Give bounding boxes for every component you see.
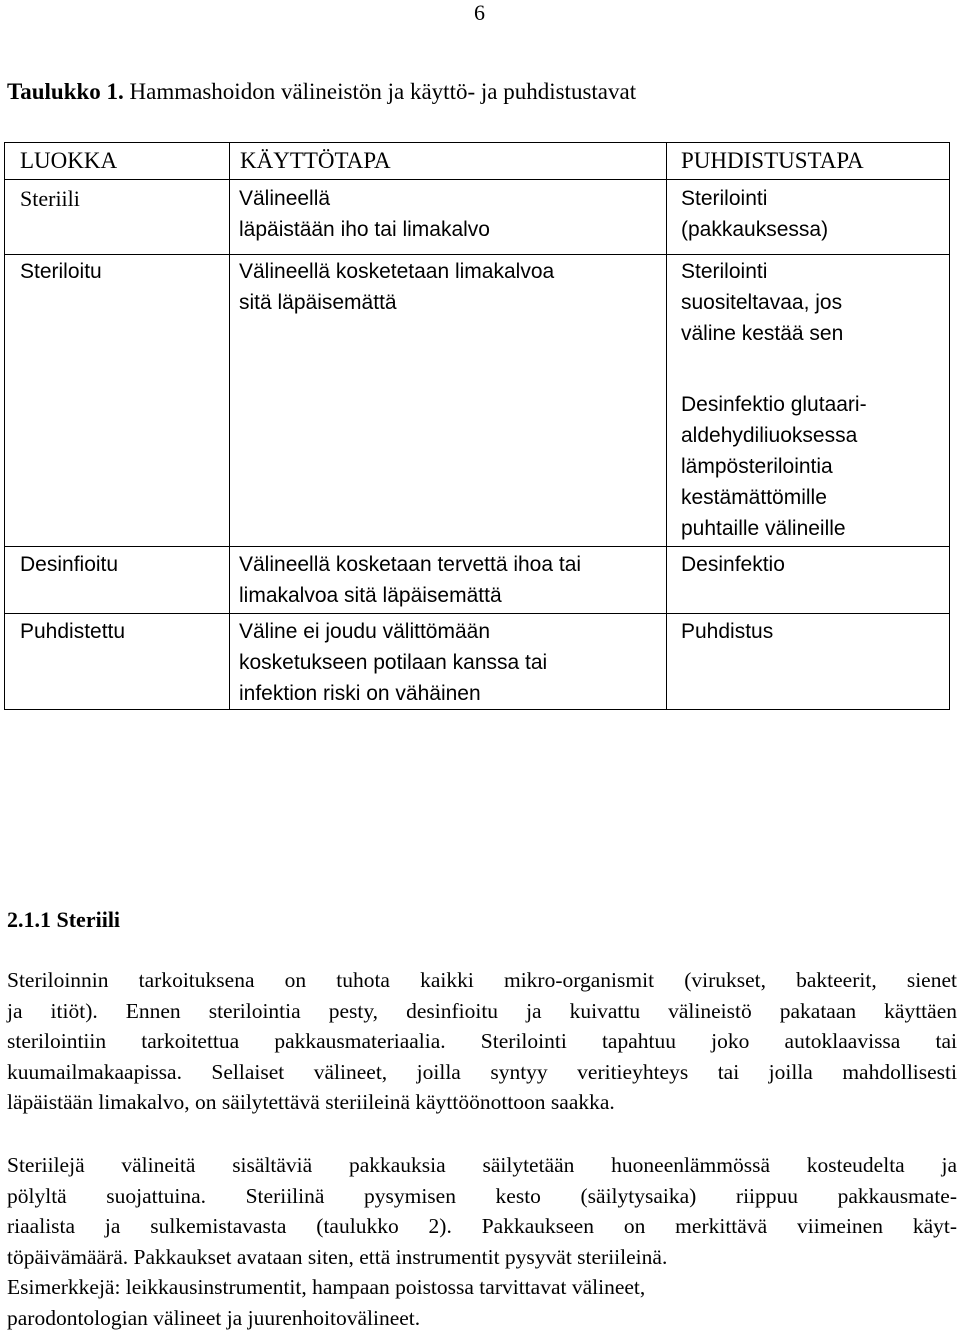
- table-divider: [229, 143, 230, 709]
- table-caption-label: Taulukko 1.: [7, 79, 124, 104]
- paragraph-line: Esimerkkejä: leikkausinstrumentit, hampaan poistossa tarvittavat välineet,: [7, 1275, 646, 1299]
- table-caption-title: Hammashoidon välineistön ja käyttö- ja puhdistustavat: [129, 79, 637, 104]
- row-cleaning: [681, 616, 773, 647]
- row-class: Puhdistettu: [20, 620, 126, 643]
- table-divider: [5, 613, 949, 614]
- row-cleaning-line: Desinfektio: [681, 553, 785, 576]
- paragraph-line: Steriloinnin tarkoituksena on tuhota kaikki mikro-organismit (virukset, bakteerit, sienet: [7, 968, 957, 992]
- row-class: Steriili: [20, 186, 80, 211]
- row-usage-line: Väline ei joudu välittömään: [239, 620, 490, 643]
- row-usage: [239, 256, 554, 318]
- row-cleaning-line: Puhdistus: [681, 620, 774, 643]
- table-divider: [5, 254, 949, 255]
- paragraph-line: töpäivämäärä. Pakkaukset avataan siten, että instrumentit pysyvät steriileinä.: [7, 1244, 668, 1269]
- paragraph-line: parodontologian välineet ja juurenhoitovälineet.: [7, 1305, 421, 1330]
- table-divider: [5, 179, 949, 180]
- paragraph-line: ja itiöt). Ennen sterilointia pesty, desinfioitu ja kuivattu välineistö pakataan käyttäen: [7, 998, 957, 1023]
- table-divider: [666, 143, 667, 709]
- row-cleaning-line: kestämättömille: [681, 486, 827, 509]
- row-usage-line: läpäistään iho tai limakalvo: [239, 218, 490, 241]
- paragraph-1: [7, 965, 957, 1118]
- table-divider: [5, 546, 949, 547]
- row-usage: [239, 183, 490, 245]
- row-cleaning: [681, 256, 867, 544]
- row-usage-line: Välineellä kosketetaan limakalvoa: [239, 260, 555, 283]
- paragraph-line: riaalista ja sulkemistavasta (taulukko 2). Pakkaukseen on merkittävä viimeinen käyt-: [7, 1214, 957, 1238]
- header-cleaning: PUHDISTUSTAPA: [681, 148, 864, 173]
- table-caption: [7, 79, 636, 105]
- paragraph-line: sterilointiin tarkoitettua pakkausmateriaalia. Sterilointi tapahtuu joko autoklaavissa tai: [7, 1029, 957, 1053]
- header-usage: KÄYTTÖTAPA: [240, 148, 391, 173]
- row-cleaning-line: Sterilointi: [681, 187, 768, 210]
- row-cleaning-line: (pakkauksessa): [681, 218, 829, 241]
- row-usage: [239, 549, 581, 611]
- row-cleaning-line: lämpösterilointia: [681, 455, 833, 478]
- header-class: LUOKKA: [20, 148, 118, 173]
- row-usage: [239, 616, 547, 709]
- paragraph-line: pölyltä suojattuina. Steriilinä pysymisen kesto (säilytysaika) riippuu pakkausmate-: [7, 1183, 957, 1208]
- row-cleaning-line: Desinfektio glutaari-: [681, 393, 867, 416]
- row-usage-line: Välineellä: [239, 187, 331, 210]
- row-usage-line: sitä läpäisemättä: [239, 291, 397, 314]
- row-class: Steriloitu: [20, 260, 102, 283]
- row-cleaning-line: suositeltavaa, jos: [681, 291, 843, 314]
- paragraph-line: Steriilejä välineitä sisältäviä pakkauksia säilytetään huoneenlämmössä kosteudelta ja: [7, 1153, 957, 1177]
- row-usage-line: Välineellä kosketaan tervettä ihoa tai: [239, 553, 582, 576]
- row-cleaning-line: puhtaille välineille: [681, 517, 846, 540]
- row-cleaning-spacer: [681, 349, 867, 389]
- row-cleaning-line: väline kestää sen: [681, 322, 844, 345]
- paragraph-line: läpäistään limakalvo, on säilytettävä steriileinä käyttöönottoon saakka.: [7, 1090, 615, 1114]
- instrument-classification-table: [4, 142, 950, 710]
- page-number: 6: [474, 0, 485, 25]
- section-heading: 2.1.1 Steriili: [7, 907, 121, 932]
- row-usage-line: kosketukseen potilaan kanssa tai: [239, 651, 548, 674]
- row-usage-line: infektion riski on vähäinen: [239, 682, 481, 705]
- row-class: Desinfioitu: [20, 553, 119, 576]
- paragraph-line: kuumailmakaapissa. Sellaiset välineet, joilla syntyy veritieyhteys tai joilla mahdollisesti: [7, 1059, 957, 1084]
- row-cleaning: [681, 183, 828, 245]
- row-cleaning-line: aldehydiliuoksessa: [681, 424, 858, 447]
- row-cleaning: [681, 549, 785, 580]
- paragraph-2: [7, 1150, 957, 1333]
- row-usage-line: limakalvoa sitä läpäisemättä: [239, 584, 502, 607]
- row-cleaning-line: Sterilointi: [681, 260, 768, 283]
